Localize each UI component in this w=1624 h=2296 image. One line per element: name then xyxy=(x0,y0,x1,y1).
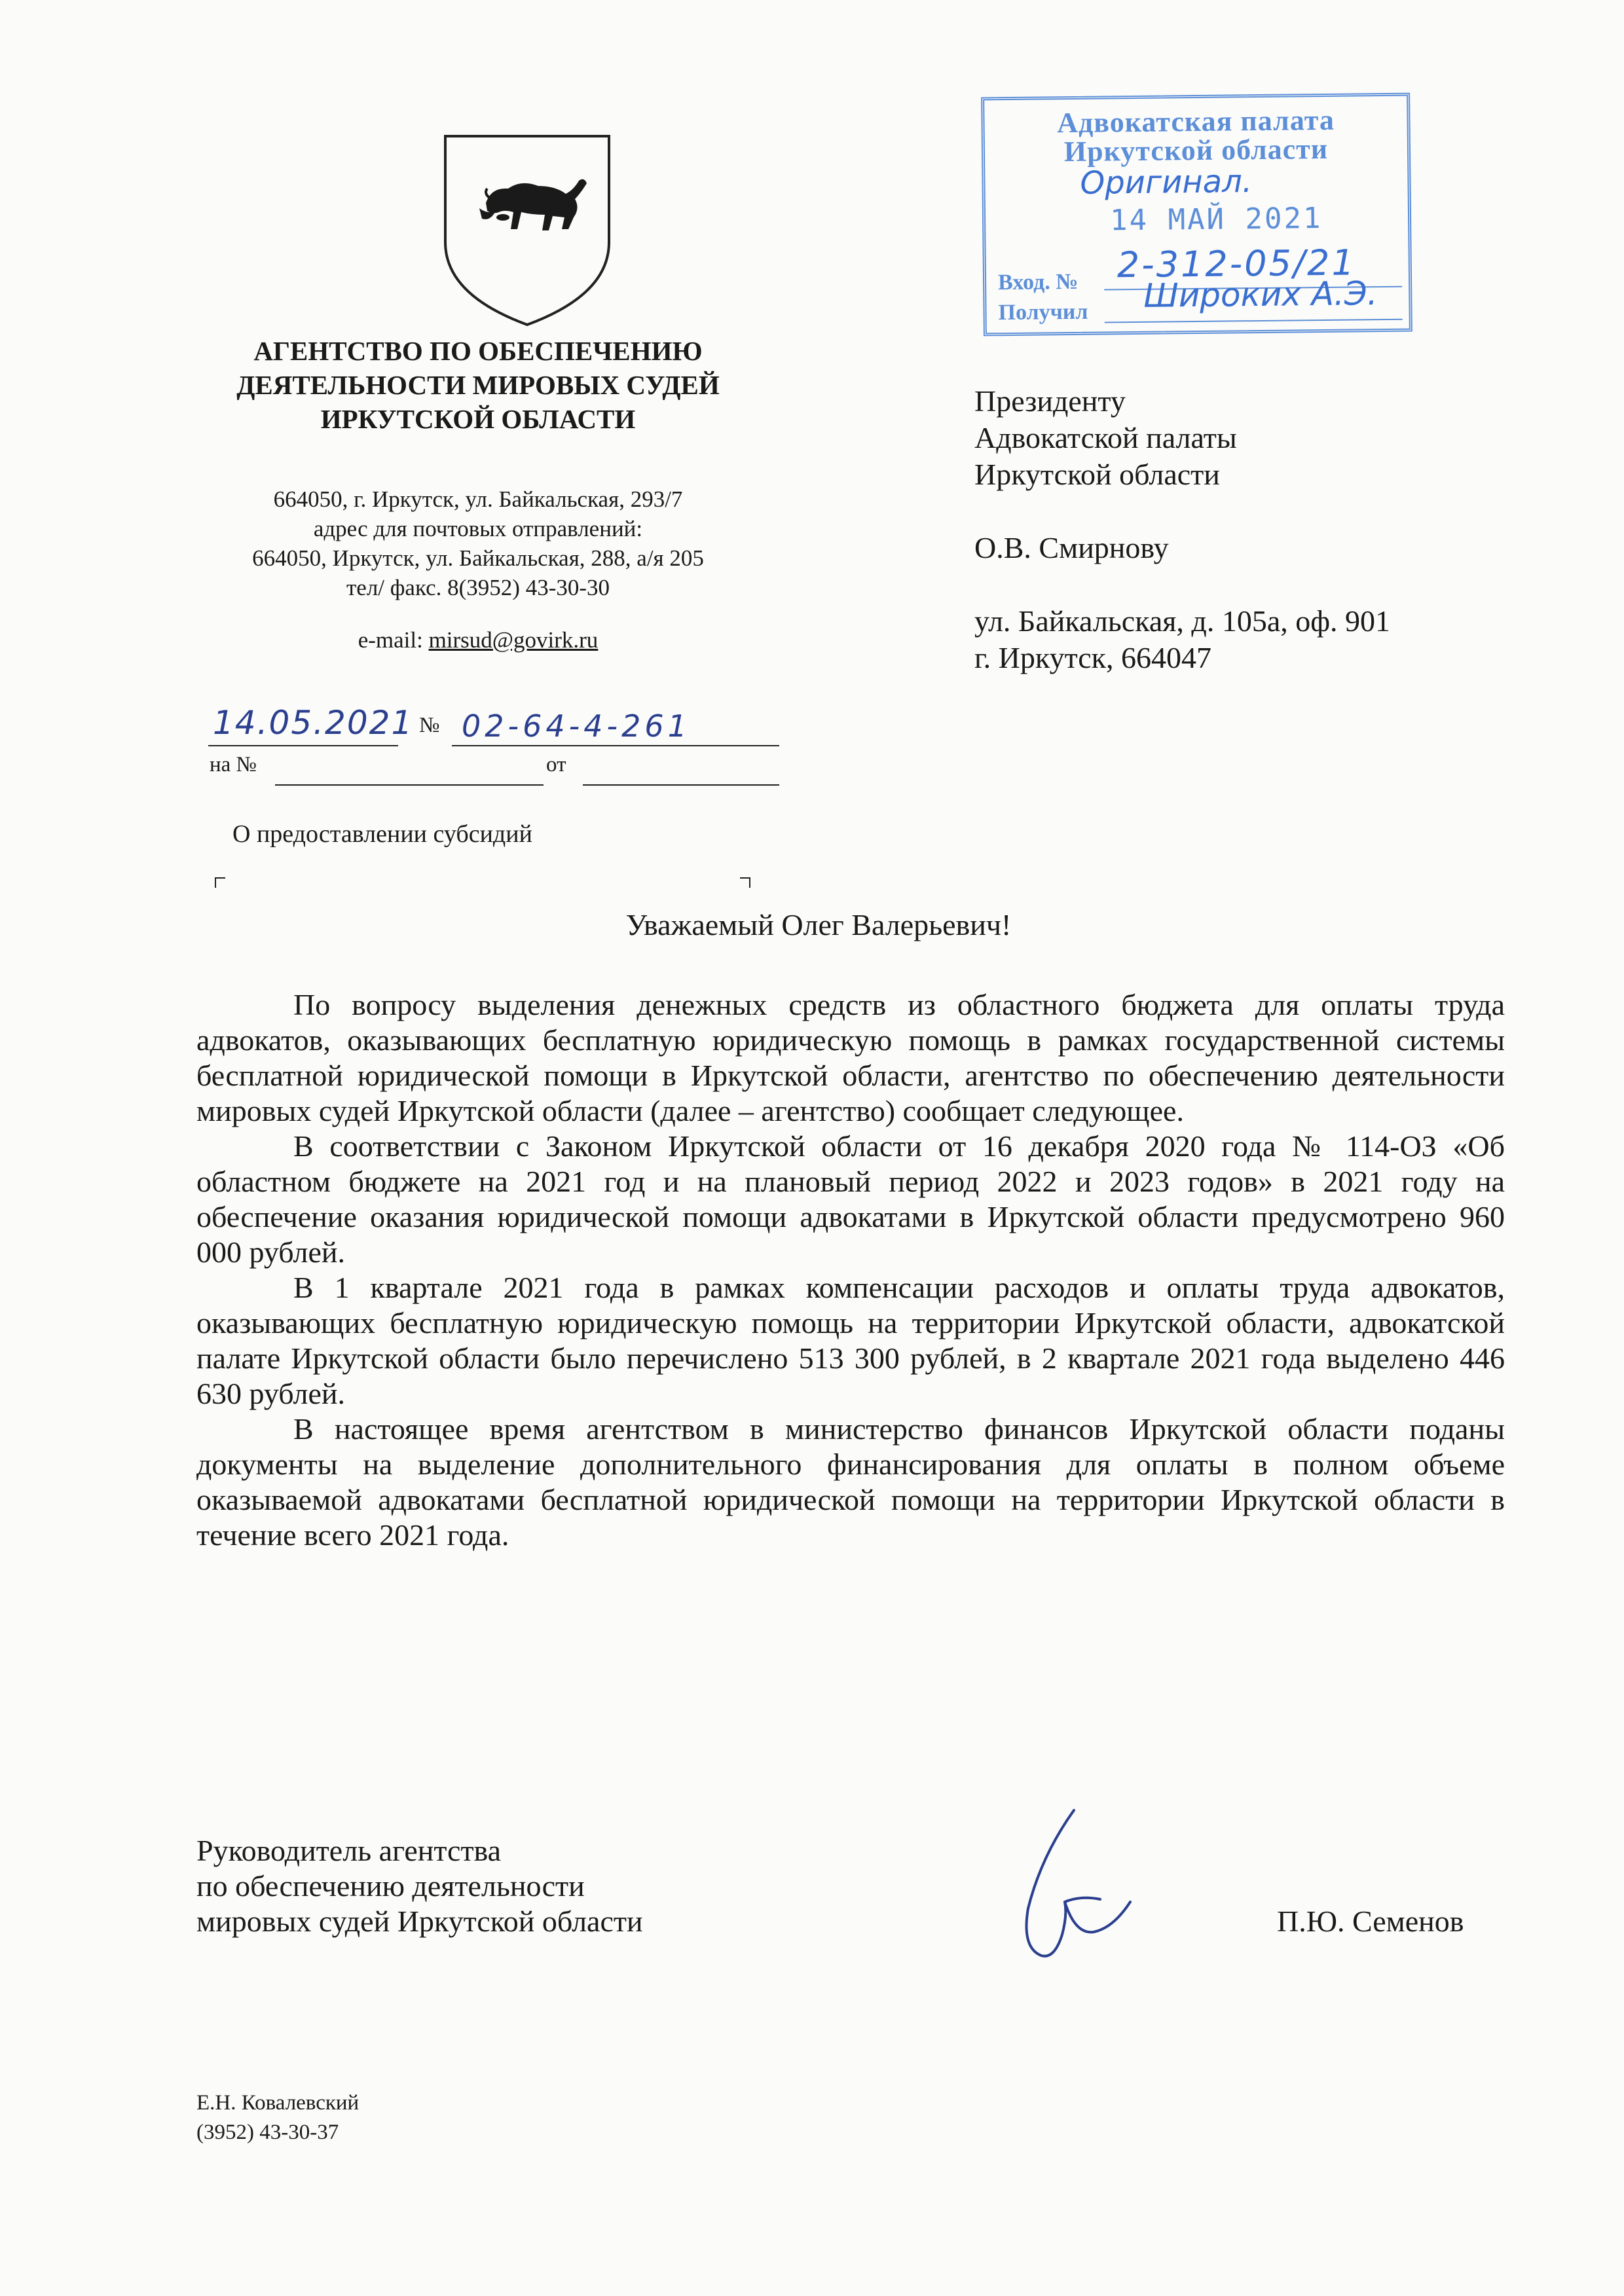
subject-bracket-right xyxy=(740,877,750,888)
agency-name-line: ИРКУТСКОЙ ОБЛАСТИ xyxy=(320,404,636,434)
address-line: 664050, г. Иркутск, ул. Байкальская, 293/7 xyxy=(273,486,683,512)
body-paragraph: В настоящее время агентством в министерство финансов Иркутской области поданы документы на выделение дополнительного финансирования для оплаты в полном объеме оказываемой адвокатами бесплатной юридической помощи на территории Иркутской области в течение всего 2021 года. xyxy=(196,1412,1505,1552)
stamp-received-line xyxy=(1105,319,1403,323)
agency-email xyxy=(196,625,760,655)
addressee-spacer xyxy=(974,566,1390,603)
stamp-handwritten-note: Оригинал. xyxy=(1080,163,1253,202)
executor-phone: (3952) 43-30-37 xyxy=(196,2121,339,2144)
address-line: 664050, Иркутск, ул. Байкальская, 288, а/я 205 xyxy=(252,545,704,571)
address-line: тел/ факс. 8(3952) 43-30-30 xyxy=(346,575,610,600)
address-line: адрес для почтовых отправлений: xyxy=(313,516,643,541)
letter-body xyxy=(196,987,1505,1553)
agency-address xyxy=(196,484,760,602)
agency-name-line: ДЕЯТЕЛЬНОСТИ МИРОВЫХ СУДЕЙ xyxy=(236,370,720,400)
date-underline xyxy=(208,745,398,746)
letter-subject: О предоставлении субсидий xyxy=(232,820,532,848)
body-paragraph: В соответствии с Законом Иркутской области от 16 декабря 2020 года № 114-ОЗ «Об областном бюджете на 2021 год и на плановый период 2022 и 2023 годов» в 2021 году на обеспечение оказания юридической помощи адвокатами в Иркутской области предусмотрено 960 000 рублей. xyxy=(196,1129,1505,1269)
addressee-block xyxy=(974,383,1390,676)
addressee-line: Президенту xyxy=(974,384,1126,418)
addressee-line: О.В. Смирнову xyxy=(974,531,1169,564)
addressee-line: Иркутской области xyxy=(974,458,1220,491)
number-underline xyxy=(452,745,779,746)
email-label: e-mail: xyxy=(358,627,429,653)
signatory-title-line: по обеспечению деятельности xyxy=(196,1869,585,1903)
stamp-incoming-label: Вход. № xyxy=(997,269,1079,295)
reference-underline xyxy=(275,784,544,786)
received-stamp xyxy=(981,93,1412,337)
outgoing-date: 14.05.2021 xyxy=(213,704,414,742)
executor-info xyxy=(196,2088,359,2147)
from-underline xyxy=(583,784,779,786)
body-paragraph: В 1 квартале 2021 года в рамках компенсации расходов и оплаты труда адвокатов, оказывающих бесплатную юридическую помощь на территории Иркутской области, адвокатской палате Иркутской области было перечислено 513 300 рублей, в 2 квартале 2021 года выделено 446 630 рублей. xyxy=(196,1271,1505,1410)
reference-label: на № xyxy=(210,753,257,776)
agency-name xyxy=(196,334,760,436)
signatory-title-line: мировых судей Иркутской области xyxy=(196,1904,643,1938)
stamp-org-line: Иркутской области xyxy=(1063,132,1329,168)
addressee-line: г. Иркутск, 664047 xyxy=(974,641,1212,674)
executor-name: Е.Н. Ковалевский xyxy=(196,2091,360,2115)
salutation: Уважаемый Олег Валерьевич! xyxy=(625,908,1012,941)
subject-bracket-left xyxy=(215,877,225,888)
outgoing-number: 02-64-4-261 xyxy=(462,708,691,744)
handwritten-signature xyxy=(1002,1804,1146,1967)
signatory-name: П.Ю. Семенов xyxy=(1277,1904,1464,1938)
number-sign: № xyxy=(419,714,440,737)
addressee-line: ул. Байкальская, д. 105а, оф. 901 xyxy=(974,604,1391,638)
stamp-date: 14 МАЙ 2021 xyxy=(1109,201,1323,238)
addressee-line: Адвокатской палаты xyxy=(974,421,1237,454)
stamp-received-label: Получил xyxy=(998,299,1088,325)
signatory-title xyxy=(196,1833,643,1939)
from-label: от xyxy=(546,753,566,776)
stamp-received-by: Широких А.Э. xyxy=(1143,274,1378,315)
agency-name-line: АГЕНТСТВО ПО ОБЕСПЕЧЕНИЮ xyxy=(253,336,703,366)
signatory-title-line: Руководитель агентства xyxy=(196,1834,502,1867)
coat-of-arms-icon xyxy=(440,131,614,329)
body-paragraph: По вопросу выделения денежных средств из областного бюджета для оплаты труда адвокатов, оказывающих бесплатную юридическую помощь в рамках государственной системы бесплатной юридической помощи в Иркутской области, агентство по обеспечению деятельности мировых судей Иркутской области (далее – агентство) сообщает следующее. xyxy=(196,988,1505,1127)
email-link[interactable]: mirsud@govirk.ru xyxy=(428,627,599,653)
stamp-org-line: Адвокатская палата xyxy=(1056,103,1335,139)
stamp-incoming-number: 2-312-05/21 xyxy=(1116,242,1357,286)
addressee-spacer xyxy=(974,493,1390,530)
